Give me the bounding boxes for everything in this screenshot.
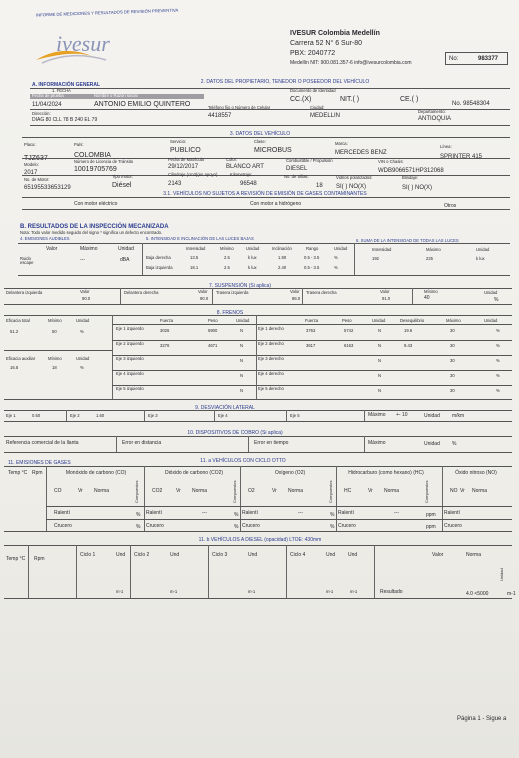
- gas-dash: ---: [394, 510, 399, 516]
- opacity-und: Und: [116, 552, 126, 558]
- gas-unit: %: [234, 524, 239, 530]
- lights-header: Unidad: [334, 246, 348, 251]
- suspension-value: 86.0: [292, 296, 301, 301]
- suspension-value: 91.0: [382, 296, 391, 301]
- brake-header: Unidad: [372, 318, 386, 323]
- gas-unit: %: [330, 524, 335, 530]
- brake-unit: %: [496, 343, 500, 348]
- deviation-axle: Eje 5: [290, 413, 300, 418]
- vehicle-fuel: DIESEL: [286, 166, 308, 172]
- table-divider: [364, 410, 365, 421]
- form-title: INFORME DE MEDICIONES Y RESULTADOS DE REVISIÓN PREVENTIVA: [35, 7, 179, 18]
- gas-header: Oxígeno (O2): [274, 470, 306, 476]
- lights-sum-value: k lux: [476, 256, 485, 261]
- deviation-axle: Eje 2: [70, 413, 80, 418]
- lights-cell: Baja derecha: [146, 255, 171, 260]
- section-31-title: 3.1. VEHÍCULOS NO SUJETOS A REVISIÓN DE EMISIÓN DE GASES CONTAMINANTES: [163, 191, 367, 197]
- gas-ralenti: Ralentí: [444, 510, 460, 516]
- suspension-valor-label: Valor: [80, 289, 90, 294]
- brake-weight-left: 4671: [208, 343, 218, 348]
- lights-cell: Baja izquierda: [146, 265, 173, 270]
- brake-header: Peso: [208, 318, 218, 323]
- lights-cell: %: [334, 265, 338, 270]
- section-11b-title: 11. b VEHÍCULOS A DIESEL (opacidad) LTOE: 430mm: [198, 537, 322, 543]
- opacity-unit: m-1: [170, 589, 178, 594]
- opacity-und: Und: [348, 552, 358, 558]
- brake-imbalance: 9.43: [404, 343, 413, 348]
- gas-norma: Norma: [472, 488, 488, 494]
- brake-unit: %: [496, 358, 500, 363]
- brake-max: 30: [450, 373, 455, 378]
- brake-axle-right: Eje 2 derecho: [258, 341, 284, 346]
- gas-short: NO: [450, 488, 458, 494]
- section-2-title: 2. DATOS DEL PROPIETARIO, TENEDOR O POSEEDOR DEL VEHÍCULO: [200, 79, 370, 85]
- gas-crucero: Crucero: [338, 523, 356, 529]
- brake-header: Fuerza: [160, 318, 174, 323]
- brake-weight-left: 5900: [208, 328, 218, 333]
- brake-aux-value: %: [80, 365, 84, 370]
- vehicle-service: PUBLICO: [170, 147, 201, 154]
- lights-sum-header: Unidad: [476, 247, 490, 252]
- vehicle-tinted: SI( ) NO(X): [336, 184, 366, 190]
- brake-max: 30: [450, 343, 455, 348]
- lights-header: Mínimo: [220, 246, 234, 251]
- opacity-unit: m-1: [326, 589, 334, 594]
- company-address: Carrera 52 N° 6 Sur-80: [290, 40, 363, 47]
- vehicle-model: 2017: [24, 170, 38, 176]
- brake-header: Peso: [342, 318, 352, 323]
- gas-unit: ppm: [426, 512, 436, 518]
- opacity-und: Und: [326, 552, 336, 558]
- section-b-title: B. RESULTADOS DE LA INSPECCIÓN MECANIZADA: [20, 224, 169, 230]
- opacity-cycle: Ciclo 4: [290, 552, 306, 558]
- vehicle-armor: SI( ) NO(X): [402, 185, 432, 191]
- brake-eff-value: 51.2: [10, 329, 19, 334]
- owner-document: No. 98548304: [452, 101, 490, 107]
- table-divider: [212, 288, 213, 304]
- ivesur-logo: [32, 30, 142, 70]
- gas-ralenti: Ralentí: [242, 510, 258, 516]
- suspension-label: Delantera izquierda: [6, 290, 43, 295]
- brake-force-left: 3026: [160, 328, 170, 333]
- suspension-label: Trasera derecha: [306, 290, 337, 295]
- logo-text: ivesur: [56, 31, 110, 56]
- opacity-unit: m-1: [248, 589, 256, 594]
- brake-aux-value: 16.5: [10, 365, 19, 370]
- table-rule: [46, 519, 512, 520]
- vehicle-seats: 18: [316, 183, 323, 189]
- opacity-unit: m-1: [116, 589, 124, 594]
- page-indicator: Página 1 - Sigue a: [457, 716, 507, 722]
- brake-force-left: 3276: [160, 343, 170, 348]
- gas-vertical-label: Compuestos: [232, 480, 237, 503]
- owner-department: ANTIOQUIA: [418, 116, 452, 122]
- brake-force-right: 3763: [306, 328, 316, 333]
- brake-axle-right: Eje 1 derecho: [258, 326, 284, 331]
- brake-weight-right: 6163: [344, 343, 354, 348]
- table-divider: [240, 466, 241, 531]
- gas-vr: Vr: [368, 488, 373, 494]
- lights-sum-header: Máximo: [426, 247, 441, 252]
- suspension-value: 90.0: [82, 296, 91, 301]
- suspension-value: 90.0: [200, 296, 209, 301]
- lights-cell: 2.40: [278, 265, 287, 270]
- table-divider: [130, 545, 131, 598]
- vehicle-class: MICROBUS: [254, 147, 292, 154]
- table-divider: [374, 545, 375, 598]
- gas-header: Dióxido de carbono (CO2): [164, 470, 224, 476]
- gas-crucero: Crucero: [444, 523, 462, 529]
- brake-unit: N: [378, 343, 382, 348]
- vehicle-country: COLOMBIA: [74, 152, 111, 159]
- brake-axle-left: Eje 4 izquierdo: [116, 371, 144, 376]
- gas-short: O2: [248, 488, 255, 494]
- brake-eff-header: Eficacia total: [6, 318, 30, 323]
- vehicle-color: BLANCO ART: [226, 164, 264, 170]
- report-number-box: No: 983377: [445, 52, 508, 65]
- vehicle-license: 10019705769: [74, 166, 117, 173]
- section-7-title: 7. SUSPENSIÓN (Si aplica): [209, 283, 271, 289]
- brake-axle-right: Eje 3 derecho: [258, 356, 284, 361]
- table-divider: [336, 466, 337, 531]
- gas-short: HC: [344, 488, 352, 494]
- section-11-title: 11. EMISIONES DE GASES: [8, 460, 71, 466]
- table-divider: [144, 466, 145, 531]
- suspension-label: Delantera derecha: [124, 290, 159, 295]
- gas-norma: Norma: [288, 488, 304, 494]
- suspension-valor-label: Valor: [198, 289, 208, 294]
- owner-phone: 4418557: [208, 113, 232, 119]
- table-rule: [4, 350, 112, 351]
- brake-eff-value: %: [80, 329, 84, 334]
- deviation-value: 0.50: [32, 413, 41, 418]
- opacity-norm: 4.0 <5000: [466, 591, 489, 597]
- table-divider: [144, 410, 145, 421]
- deviation-max: +- 10: [396, 412, 408, 418]
- owner-city: MEDELLIN: [310, 113, 341, 119]
- brake-eff-header: Unidad: [76, 318, 90, 323]
- brake-unit: N: [240, 343, 244, 348]
- brake-header: Unidad: [484, 318, 498, 323]
- gas-unit: %: [234, 512, 239, 518]
- gas-vertical-label: Compuestos: [328, 480, 333, 503]
- opacity-cycle: Ciclo 1: [80, 552, 96, 558]
- brake-unit: N: [378, 388, 382, 393]
- table-rule: [112, 324, 512, 325]
- gas-crucero: Crucero: [242, 523, 260, 529]
- gas-unit: %: [136, 512, 141, 518]
- gas-crucero: Crucero: [54, 523, 72, 529]
- lights-cell: 1.90: [278, 255, 287, 260]
- opacity-cycle: Ciclo 3: [212, 552, 228, 558]
- gas-crucero: Crucero: [146, 523, 164, 529]
- lights-cell: 0.5 - 3.5: [304, 265, 320, 270]
- brake-unit: %: [496, 388, 500, 393]
- section-a-title: A. INFORMACIÓN GENERAL: [32, 82, 101, 88]
- brake-axle-left: Eje 3 izquierdo: [116, 356, 144, 361]
- brake-header: Máximo: [446, 318, 461, 323]
- suspension-min: 40: [424, 295, 430, 301]
- table-divider: [112, 315, 113, 399]
- gas-unit: %: [136, 524, 141, 530]
- suspension-valor-label: Valor: [380, 289, 390, 294]
- brake-header: Fuerza: [305, 318, 319, 323]
- brake-unit: N: [240, 328, 244, 333]
- gas-header: Monóxido de carbono (CO): [65, 470, 127, 476]
- gas-header: Óxido nitroso (NO): [455, 470, 497, 476]
- vehicle-brand: MERCEDES BENZ: [335, 150, 387, 156]
- brake-unit: N: [378, 373, 382, 378]
- brake-axle-left: Eje 1 izquierdo: [116, 326, 144, 331]
- brake-max: 30: [450, 388, 455, 393]
- company-name: IVESUR Colombia Medellín: [290, 30, 380, 37]
- gas-short: CO: [54, 488, 62, 494]
- vehicle-displacement: 2143: [168, 181, 182, 187]
- lights-cell: %: [334, 255, 338, 260]
- gas-unit: %: [330, 512, 335, 518]
- brake-aux-header: Mínimo: [48, 356, 62, 361]
- table-divider: [286, 545, 287, 598]
- deviation-axle: Eje 3: [148, 413, 158, 418]
- brake-unit: N: [240, 373, 244, 378]
- gas-vr: Vr: [460, 488, 465, 494]
- address: DIAG 80 CLL 78 B 240 EL 79: [32, 117, 98, 123]
- vehicle-engine-number: 65195533653129: [24, 185, 71, 191]
- opacity-cycle: Ciclo 2: [134, 552, 150, 558]
- deviation-axle: Eje 1: [6, 413, 16, 418]
- brake-unit: N: [378, 358, 382, 363]
- brake-header: Unidad: [236, 318, 250, 323]
- gas-ralenti: Ralentí: [338, 510, 354, 516]
- table-divider: [208, 545, 209, 598]
- fecha-prueba: 11/04/2024: [32, 102, 62, 108]
- owner-name: ANTONIO EMILIO QUINTERO: [94, 101, 191, 108]
- lights-cell: 2.5: [224, 265, 230, 270]
- table-divider: [286, 410, 287, 421]
- gas-ralenti: Ralentí: [146, 510, 162, 516]
- brake-eff-header: Mínimo: [48, 318, 62, 323]
- gas-vr: Vr: [78, 488, 83, 494]
- brake-max: 30: [450, 358, 455, 363]
- suspension-label: Trasera izquierda: [216, 290, 249, 295]
- section-3-title: 3. DATOS DEL VEHÍCULO: [229, 131, 291, 137]
- section-10-title: 10. DISPOSITIVOS DE COBRO (Si aplica): [187, 430, 283, 436]
- brake-aux-value: 18: [52, 365, 57, 370]
- brake-header: Desequilibrio: [400, 318, 425, 323]
- lights-header: Rango: [306, 246, 319, 251]
- report-sheet: INFORME DE MEDICIONES Y RESULTADOS DE REVISIÓN PREVENTIVA ivesur IVESUR Colombia Medellín Carrera 52 N° 6 Sur-80 PBX: 2040772 Medellín NIT: 900.081.357-6 info@ivesurcolombia.com No: 983377 A. INFORMACIÓN GENERAL 2. DATOS DEL PROPIETARIO, TENEDOR O POSEEDOR DEL VEHÍCULO 1. FECHA Fecha de prueba 11/04/2024 Nombre o Razón social ANTONIO EMILIO QUINTERO Documento de Identidad CC.(X) NIT.( ) CE.( ) No. 98548304 Teléfono fijo o Número de Celular 4418557 Ciudad: MEDELLIN Departamento: ANTIOQUIA Dirección: DIAG 80 CLL 78 B 240 EL 79 3. DATOS DEL VEHÍCULO Placa: TJZ637 País: COLOMBIA Servicio: PUBLICO Clase: MICROBUS Marca: MERCEDES BENZ Línea: SPRINTER 415 Modelo: 2017 Número de Licencia de Tránsito 10019705769 Fecha de Matrícula 29/12/2017 Color: BLANCO ART Combustible / Propulsión DIESEL VIN o Chasis: WDB9066571HP312068 No. de Motor: 65195533653129 Tipo motor: Diésel Cilindraje (cm3)(en apoyo) 2143 Kilometraje: 96548 No. de Sillas: 18 Vidrios polarizados: SI( ) NO(X) Blindaje: SI( ) NO(X) 3.1. VEHÍCULOS NO SUJETOS A REVISIÓN DE EMISIÓN DE GASES CONTAMINANTES Con motor eléctrico Con motor a hidrógeno Otros B. RESULTADOS DE LA INSPECCIÓN MECANIZADA Nota: Todo valor medido seguido del signo * significa un defecto encontrado. 4. EMISIONES AUDIBLES 5. INTENSIDAD E INCLINACIÓN DE LAS LUCES BAJAS 6. SUMA DE LA INTENSIDAD DE TODAS LAS LUCES Valor Máximo Unidad Ruido escape --- dBA Intensidad Mínimo Unidad Inclinación Rango Unidad Baja derecha 13.5 2.5 k lux 1.90 0.5 - 3.5 % Baja izquierda 18.1 2.5 k lux 2.40 0.5 - 3.5 % Intensidad 192 Máximo 225 Unidad k lux 7. SUSPENSIÓN (Si aplica) Delantera izquierda Valor 90.0 Delantera derecha Valor 90.0 Trasera izquierda Valor 86.0 Trasera derecha Valor 91.0 Mínimo 40 Unidad % 8. FRENOS Eficacia total 51.2 Eficacia auxiliar 16.5 Mínimo 50 Mínimo 18 Unidad % Unidad % Fuerza Peso Unidad Fuerza Peso Unidad Desequilibrio Máximo Unidad Eje 1 izquierdo 3026 5900 N Eje 1 derecho 3763 5742 N 19.6 30 % Eje 2 izquierdo 3276 4671 N Eje 2 derecho 3617 6163 N 9.43 30 % Eje 3 izquierdo N Eje 3 derecho N 30 % Eje 4 izquierdo N Eje 4 derecho N 30 % Eje 5 izquierdo N Eje 5 derecho N 30 % 9. DESVIACIÓN LATERAL Eje 1 0.50 Eje 2 1.60 Eje 3 Eje 4 Eje 5 Máximo +- 10 Unidad m/km 10. DISPOSITIVOS DE COBRO (Si aplica) Referencia comercial de la llanta Error en distancia Error en tiempo Máximo Unidad % 11. EMISIONES DE GASES 11. a VEHÍCULOS CON CICLO OTTO Temp °C Rpm Monóxido de carbono (CO) CO Vr Norma Compuestos Ralentí Crucero % % Dióxido de carbono (CO2) CO2 Vr Norma Compuestos Ralentí Crucero % % --- Oxígeno (O2) O2 Vr Norma Compuestos Ralentí Crucero % % --- Hidrocarburo (como hexano) (HC) HC Vr Norma Compuestos Ralentí Crucero ppm ppm --- Óxido nitroso (NO) NO Vr Norma Ralentí Crucero 11. b VEHÍCULOS A DIESEL (opacidad) LTOE: 430mm Temp °C Rpm Ciclo 1 Und m-1 Ciclo 2 Und m-1 Ciclo 3 Und m-1 Ciclo 4 Und m-1 Und m-1 Valor Norma Unidad Resultado 4.0 <5000 m-1 Página 1 - Sigue a: [0, 0, 519, 758]
- gas-vertical-label: Compuestos: [134, 480, 139, 503]
- vehicle-plate: TJZ637: [24, 155, 48, 162]
- brake-unit: %: [496, 373, 500, 378]
- brake-eff-value: 50: [52, 329, 57, 334]
- gas-vr: Vr: [176, 488, 181, 494]
- table-divider: [28, 545, 29, 598]
- gas-ralenti: Ralentí: [54, 510, 70, 516]
- gas-norma: Norma: [384, 488, 400, 494]
- vehicle-registration-date: 29/12/2017: [168, 164, 199, 170]
- table-divider: [120, 288, 121, 304]
- opacity-und: Und: [170, 552, 180, 558]
- report-number: 983377: [478, 56, 499, 62]
- brake-max: 30: [450, 328, 455, 333]
- lights-header: Unidad: [246, 246, 260, 251]
- table-rule: [112, 340, 512, 341]
- deviation-axle: Eje 4: [218, 413, 228, 418]
- section-9-title: 9. DESVIACIÓN LATERAL: [195, 405, 255, 411]
- brake-axle-left: Eje 5 izquierdo: [116, 386, 144, 391]
- gas-norma: Norma: [192, 488, 208, 494]
- table-divider: [442, 466, 443, 531]
- lights-sum-value: 225: [426, 256, 433, 261]
- gas-vr: Vr: [272, 488, 277, 494]
- vehicle-line: SPRINTER 415: [440, 154, 483, 160]
- gas-norma: Norma: [94, 488, 110, 494]
- brake-force-right: 3617: [306, 343, 316, 348]
- company-contact: Medellín NIT: 900.081.357-6 info@ivesurcolombia.com: [290, 60, 412, 66]
- company-pbx: PBX: 2040772: [290, 50, 336, 57]
- gas-unit: ppm: [426, 524, 436, 530]
- lights-cell: k lux: [248, 265, 257, 270]
- lights-cell: 2.5: [224, 255, 230, 260]
- gas-dash: ---: [202, 510, 207, 516]
- lights-sum-value: 192: [372, 256, 379, 261]
- opacity-unit: m-1: [350, 589, 358, 594]
- lights-header: Inclinación: [272, 246, 292, 251]
- brake-unit: N: [378, 328, 382, 333]
- gas-short: CO2: [152, 488, 163, 494]
- vehicle-vin: WDB9066571HP312068: [378, 168, 444, 174]
- gas-dash: ---: [298, 510, 303, 516]
- lights-sum-header: Intensidad: [372, 247, 392, 252]
- table-divider: [302, 288, 303, 304]
- table-rule: [112, 385, 512, 386]
- section-8-title: 8. FRENOS: [216, 310, 244, 316]
- gas-vertical-label: Compuestos: [424, 480, 429, 503]
- brake-aux-header: Eficacia auxiliar: [6, 356, 36, 361]
- brake-aux-header: Unidad: [76, 356, 90, 361]
- table-divider: [46, 466, 47, 531]
- brake-unit: N: [240, 358, 244, 363]
- lights-cell: 18.1: [190, 265, 199, 270]
- lights-cell: k lux: [248, 255, 257, 260]
- brake-imbalance: 19.6: [404, 328, 413, 333]
- lights-header: Intensidad: [186, 246, 206, 251]
- table-divider: [412, 288, 413, 304]
- table-rule: [112, 355, 512, 356]
- lights-cell: 0.5 - 3.5: [304, 255, 320, 260]
- brake-axle-right: Eje 5 derecho: [258, 386, 284, 391]
- brake-unit: N: [240, 388, 244, 393]
- table-divider: [76, 545, 77, 598]
- gas-header: Hidrocarburo (como hexano) (HC): [348, 470, 424, 476]
- table-rule: [46, 506, 512, 507]
- brake-axle-left: Eje 2 izquierdo: [116, 341, 144, 346]
- vehicle-engine-type: Diésel: [112, 182, 132, 189]
- table-rule: [112, 370, 512, 371]
- table-divider: [214, 410, 215, 421]
- section-11a-title: 11. a VEHÍCULOS CON CICLO OTTO: [200, 458, 286, 464]
- brake-weight-right: 5742: [344, 328, 354, 333]
- brake-axle-right: Eje 4 derecho: [258, 371, 284, 376]
- brake-unit: %: [496, 328, 500, 333]
- lights-cell: 13.5: [190, 255, 199, 260]
- deviation-value: 1.60: [96, 413, 105, 418]
- vehicle-mileage: 96548: [240, 181, 257, 187]
- suspension-valor-label: Valor: [290, 289, 300, 294]
- table-divider: [66, 410, 67, 421]
- opacity-und: Und: [248, 552, 258, 558]
- table-divider: [256, 315, 257, 399]
